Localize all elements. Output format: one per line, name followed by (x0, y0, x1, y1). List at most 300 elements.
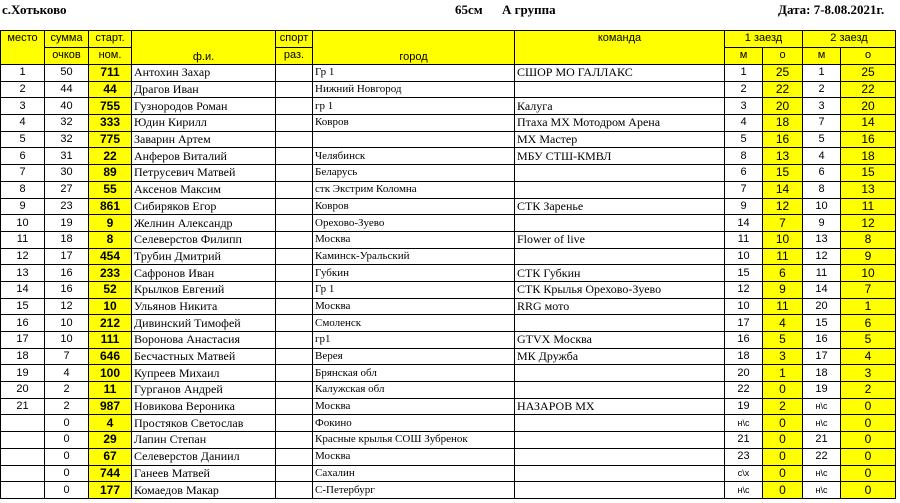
place-cell: 20 (1, 382, 45, 399)
city-cell: Беларусь (313, 165, 515, 182)
race2-place-cell: н\с (803, 415, 841, 432)
place-cell: 16 (1, 315, 45, 332)
race1-place-cell: 4 (725, 115, 763, 132)
race2-points-cell: 11 (841, 198, 896, 215)
rank-cell (276, 248, 313, 265)
start-number-cell: 9 (89, 215, 132, 232)
race2-place-cell: 5 (803, 131, 841, 148)
table-row (1, 465, 896, 482)
place-cell (1, 448, 45, 465)
col-sum: сумма (45, 31, 89, 48)
place-cell: 12 (1, 248, 45, 265)
name-cell: Бесчастных Матвей (132, 348, 276, 365)
city-cell (313, 131, 515, 148)
city-cell: С-Петербург (313, 482, 515, 499)
rank-cell (276, 215, 313, 232)
col-race2-o: о (841, 48, 896, 65)
city-cell: Брянская обл (313, 365, 515, 382)
race1-points-cell: 20 (763, 98, 803, 115)
name-cell: Ульянов Никита (132, 298, 276, 315)
race1-place-cell: 22 (725, 382, 763, 399)
col-name: ф.и. (132, 31, 276, 65)
team-cell: Калуга (515, 98, 725, 115)
col-race1-o: о (763, 48, 803, 65)
race2-points-cell: 14 (841, 115, 896, 132)
start-number-cell: 646 (89, 348, 132, 365)
race2-points-cell: 6 (841, 315, 896, 332)
rank-cell (276, 131, 313, 148)
place-cell: 2 (1, 81, 45, 98)
rank-cell (276, 482, 313, 499)
race2-points-cell: 0 (841, 482, 896, 499)
start-number-cell: 212 (89, 315, 132, 332)
city-cell: Орехово-Зуево (313, 215, 515, 232)
city-cell: Челябинск (313, 148, 515, 165)
place-cell: 18 (1, 348, 45, 365)
start-number-cell: 55 (89, 181, 132, 198)
race1-points-cell: 0 (763, 482, 803, 499)
start-number-cell: 177 (89, 482, 132, 499)
table-row (1, 98, 896, 115)
race2-points-cell: 10 (841, 265, 896, 282)
team-cell (515, 165, 725, 182)
race2-place-cell: 20 (803, 298, 841, 315)
race2-points-cell: 15 (841, 165, 896, 182)
name-cell: Гузнородов Роман (132, 98, 276, 115)
table-row (1, 265, 896, 282)
city-cell: стк Экстрим Коломна (313, 181, 515, 198)
race1-place-cell: н\с (725, 415, 763, 432)
sum-cell: 31 (45, 148, 89, 165)
rank-cell (276, 315, 313, 332)
race2-points-cell: 0 (841, 448, 896, 465)
sum-cell: 0 (45, 432, 89, 449)
place-cell: 14 (1, 281, 45, 298)
race2-place-cell: 6 (803, 165, 841, 182)
table-row (1, 432, 896, 449)
table-row (1, 148, 896, 165)
team-cell (515, 81, 725, 98)
race1-place-cell: 16 (725, 332, 763, 349)
name-cell: Петрусевич Матвей (132, 165, 276, 182)
race2-place-cell: 10 (803, 198, 841, 215)
city-cell: Каминск-Уральский (313, 248, 515, 265)
name-cell: Селеверстов Филипп (132, 231, 276, 248)
name-cell: Сибиряков Егор (132, 198, 276, 215)
sheet-header (0, 0, 900, 20)
col-city: город (313, 31, 515, 65)
place-cell: 4 (1, 115, 45, 132)
table-row (1, 248, 896, 265)
place-cell: 1 (1, 65, 45, 82)
table-row (1, 215, 896, 232)
race2-points-cell: 0 (841, 465, 896, 482)
team-cell: Птаха МХ Мотодром Арена (515, 115, 725, 132)
race1-place-cell: 23 (725, 448, 763, 465)
race1-points-cell: 11 (763, 248, 803, 265)
col-race2: 2 заезд (803, 31, 896, 48)
race2-place-cell: 1 (803, 65, 841, 82)
race1-points-cell: 2 (763, 398, 803, 415)
race2-place-cell: 2 (803, 81, 841, 98)
start-number-cell: 11 (89, 382, 132, 399)
sum-cell: 0 (45, 415, 89, 432)
race1-place-cell: 3 (725, 98, 763, 115)
race2-place-cell: 21 (803, 432, 841, 449)
race2-place-cell: 13 (803, 231, 841, 248)
table-row (1, 415, 896, 432)
race1-points-cell: 22 (763, 81, 803, 98)
race2-points-cell: 16 (841, 131, 896, 148)
race2-points-cell: 1 (841, 298, 896, 315)
table-row (1, 348, 896, 365)
rank-cell (276, 115, 313, 132)
place-cell: 19 (1, 365, 45, 382)
race2-points-cell: 13 (841, 181, 896, 198)
race2-points-cell: 0 (841, 432, 896, 449)
table-row (1, 181, 896, 198)
name-cell: Трубин Дмитрий (132, 248, 276, 265)
city-cell: Москва (313, 398, 515, 415)
place-cell: 6 (1, 148, 45, 165)
race1-points-cell: 1 (763, 365, 803, 382)
start-number-cell: 52 (89, 281, 132, 298)
race1-points-cell: 6 (763, 265, 803, 282)
start-number-cell: 775 (89, 131, 132, 148)
sum-cell: 0 (45, 448, 89, 465)
name-cell: Крылков Евгений (132, 281, 276, 298)
sum-cell: 50 (45, 65, 89, 82)
place-cell: 10 (1, 215, 45, 232)
sum-cell: 18 (45, 231, 89, 248)
race2-place-cell: 11 (803, 265, 841, 282)
col-race2-m: м (803, 48, 841, 65)
group-label: А группа (502, 2, 556, 17)
race2-place-cell: 16 (803, 332, 841, 349)
race1-place-cell: 21 (725, 432, 763, 449)
rank-cell (276, 398, 313, 415)
race2-points-cell: 5 (841, 332, 896, 349)
race1-points-cell: 7 (763, 215, 803, 232)
race2-place-cell: 22 (803, 448, 841, 465)
city-cell: Сахалин (313, 465, 515, 482)
city-cell: Смоленск (313, 315, 515, 332)
race1-place-cell: 6 (725, 165, 763, 182)
sum-cell: 16 (45, 265, 89, 282)
race1-place-cell: 15 (725, 265, 763, 282)
table-row (1, 448, 896, 465)
race2-place-cell: н\с (803, 465, 841, 482)
team-cell: СТК Губкин (515, 265, 725, 282)
table-row (1, 398, 896, 415)
table-row (1, 231, 896, 248)
sum-cell: 0 (45, 482, 89, 499)
col-sum-2: очков (45, 48, 89, 65)
team-cell (515, 415, 725, 432)
place-cell: 8 (1, 181, 45, 198)
name-cell: Сафронов Иван (132, 265, 276, 282)
race2-points-cell: 0 (841, 398, 896, 415)
class-label: 65см (455, 2, 483, 17)
start-number-cell: 711 (89, 65, 132, 82)
team-cell (515, 482, 725, 499)
race1-place-cell: 9 (725, 198, 763, 215)
race1-place-cell: н\с (725, 482, 763, 499)
race1-points-cell: 10 (763, 231, 803, 248)
race2-points-cell: 3 (841, 365, 896, 382)
name-cell: Селеверстов Даниил (132, 448, 276, 465)
col-place: место (1, 31, 45, 65)
table-row (1, 382, 896, 399)
table-row (1, 315, 896, 332)
name-cell: Анферов Виталий (132, 148, 276, 165)
team-cell (515, 365, 725, 382)
race2-place-cell: н\с (803, 398, 841, 415)
col-rank-2: раз. (276, 48, 313, 65)
col-race1-m: м (725, 48, 763, 65)
start-number-cell: 44 (89, 81, 132, 98)
team-cell (515, 382, 725, 399)
col-team: команда (515, 31, 725, 65)
race1-points-cell: 0 (763, 415, 803, 432)
name-cell: Ганеев Матвей (132, 465, 276, 482)
city-cell: гр1 (313, 332, 515, 349)
start-number-cell: 111 (89, 332, 132, 349)
start-number-cell: 10 (89, 298, 132, 315)
team-cell: СШОР МО ГАЛЛАКС (515, 65, 725, 82)
race1-points-cell: 15 (763, 165, 803, 182)
sum-cell: 16 (45, 281, 89, 298)
race2-place-cell: 19 (803, 382, 841, 399)
sum-cell: 0 (45, 465, 89, 482)
place-cell: 7 (1, 165, 45, 182)
sum-cell: 7 (45, 348, 89, 365)
race1-points-cell: 11 (763, 298, 803, 315)
name-cell: Новикова Вероника (132, 398, 276, 415)
table-row (1, 131, 896, 148)
race1-points-cell: 14 (763, 181, 803, 198)
rank-cell (276, 65, 313, 82)
table-row (1, 281, 896, 298)
rank-cell (276, 365, 313, 382)
rank-cell (276, 332, 313, 349)
rank-cell (276, 465, 313, 482)
race2-place-cell: 17 (803, 348, 841, 365)
team-cell (515, 248, 725, 265)
city-cell: Москва (313, 448, 515, 465)
race1-place-cell: 20 (725, 365, 763, 382)
race2-place-cell: 9 (803, 215, 841, 232)
team-cell: СТК Заренье (515, 198, 725, 215)
rank-cell (276, 265, 313, 282)
rank-cell (276, 148, 313, 165)
sum-cell: 4 (45, 365, 89, 382)
race2-points-cell: 18 (841, 148, 896, 165)
race1-place-cell: 10 (725, 248, 763, 265)
race1-points-cell: 4 (763, 315, 803, 332)
rank-cell (276, 348, 313, 365)
race1-points-cell: 5 (763, 332, 803, 349)
table-row (1, 332, 896, 349)
city-cell: Калужская обл (313, 382, 515, 399)
race1-place-cell: 14 (725, 215, 763, 232)
rank-cell (276, 432, 313, 449)
name-cell: Простяков Светослав (132, 415, 276, 432)
rank-cell (276, 81, 313, 98)
sum-cell: 32 (45, 115, 89, 132)
race2-points-cell: 7 (841, 281, 896, 298)
name-cell: Антохин Захар (132, 65, 276, 82)
city-cell: Нижний Новгород (313, 81, 515, 98)
table-row (1, 298, 896, 315)
name-cell: Желнин Александр (132, 215, 276, 232)
place-cell: 5 (1, 131, 45, 148)
sum-cell: 27 (45, 181, 89, 198)
race1-points-cell: 9 (763, 281, 803, 298)
city-cell: Гр 1 (313, 281, 515, 298)
race2-points-cell: 12 (841, 215, 896, 232)
table-body (1, 65, 896, 499)
race2-points-cell: 25 (841, 65, 896, 82)
city-cell: Москва (313, 298, 515, 315)
city-cell: гр 1 (313, 98, 515, 115)
team-cell (515, 448, 725, 465)
place-cell (1, 482, 45, 499)
rank-cell (276, 98, 313, 115)
name-cell: Лапин Степан (132, 432, 276, 449)
team-cell: RRG мото (515, 298, 725, 315)
race1-place-cell: 8 (725, 148, 763, 165)
team-cell (515, 181, 725, 198)
name-cell: Комаедов Макар (132, 482, 276, 499)
table-row (1, 165, 896, 182)
team-cell (515, 315, 725, 332)
place-cell: 15 (1, 298, 45, 315)
race2-points-cell: 9 (841, 248, 896, 265)
name-cell: Гурганов Андрей (132, 382, 276, 399)
race2-points-cell: 20 (841, 98, 896, 115)
rank-cell (276, 281, 313, 298)
team-cell (515, 215, 725, 232)
race1-place-cell: 1 (725, 65, 763, 82)
start-number-cell: 8 (89, 231, 132, 248)
race2-place-cell: 4 (803, 148, 841, 165)
table-row (1, 482, 896, 499)
place-cell: 17 (1, 332, 45, 349)
race1-points-cell: 25 (763, 65, 803, 82)
city-cell: Москва (313, 231, 515, 248)
start-number-cell: 67 (89, 448, 132, 465)
race1-place-cell: 5 (725, 131, 763, 148)
start-number-cell: 861 (89, 198, 132, 215)
city-cell: Ковров (313, 115, 515, 132)
sum-cell: 2 (45, 382, 89, 399)
name-cell: Воронова Анастасия (132, 332, 276, 349)
start-number-cell: 4 (89, 415, 132, 432)
race1-points-cell: 0 (763, 432, 803, 449)
rank-cell (276, 448, 313, 465)
sum-cell: 10 (45, 315, 89, 332)
city-cell: Гр 1 (313, 65, 515, 82)
rank-cell (276, 382, 313, 399)
col-start-2: ном. (89, 48, 132, 65)
place-cell: 9 (1, 198, 45, 215)
rank-cell (276, 298, 313, 315)
start-number-cell: 29 (89, 432, 132, 449)
city-cell: Губкин (313, 265, 515, 282)
name-cell: Заварин Артем (132, 131, 276, 148)
venue-title: с.Хотьково (2, 2, 67, 17)
name-cell: Аксенов Максим (132, 181, 276, 198)
start-number-cell: 333 (89, 115, 132, 132)
rank-cell (276, 231, 313, 248)
sum-cell: 17 (45, 248, 89, 265)
rank-cell (276, 198, 313, 215)
start-number-cell: 987 (89, 398, 132, 415)
place-cell: 3 (1, 98, 45, 115)
race2-place-cell: 15 (803, 315, 841, 332)
place-cell (1, 465, 45, 482)
race1-place-cell: с\х (725, 465, 763, 482)
race2-points-cell: 0 (841, 415, 896, 432)
city-cell: Фокино (313, 415, 515, 432)
race1-place-cell: 11 (725, 231, 763, 248)
sum-cell: 2 (45, 398, 89, 415)
race2-place-cell: 14 (803, 281, 841, 298)
table-row (1, 81, 896, 98)
race2-place-cell: 7 (803, 115, 841, 132)
race1-points-cell: 13 (763, 148, 803, 165)
race2-place-cell: 18 (803, 365, 841, 382)
team-cell: GTVX Москва (515, 332, 725, 349)
sum-cell: 10 (45, 332, 89, 349)
table-row (1, 115, 896, 132)
start-number-cell: 744 (89, 465, 132, 482)
race2-points-cell: 8 (841, 231, 896, 248)
race1-points-cell: 18 (763, 115, 803, 132)
sum-cell: 44 (45, 81, 89, 98)
start-number-cell: 233 (89, 265, 132, 282)
place-cell: 21 (1, 398, 45, 415)
results-table (0, 30, 896, 499)
race2-points-cell: 2 (841, 382, 896, 399)
race2-place-cell: 8 (803, 181, 841, 198)
col-start: старт. (89, 31, 132, 48)
start-number-cell: 100 (89, 365, 132, 382)
start-number-cell: 454 (89, 248, 132, 265)
race1-points-cell: 16 (763, 131, 803, 148)
team-cell (515, 465, 725, 482)
race1-points-cell: 3 (763, 348, 803, 365)
race1-points-cell: 0 (763, 465, 803, 482)
sum-cell: 32 (45, 131, 89, 148)
city-cell: Красные крылья СОШ Зубренок (313, 432, 515, 449)
city-cell: Верея (313, 348, 515, 365)
name-cell: Дивинский Тимофей (132, 315, 276, 332)
start-number-cell: 89 (89, 165, 132, 182)
table-row (1, 65, 896, 82)
race2-points-cell: 4 (841, 348, 896, 365)
date-label: Дата: 7-8.08.2021г. (778, 2, 885, 17)
sum-cell: 19 (45, 215, 89, 232)
start-number-cell: 22 (89, 148, 132, 165)
rank-cell (276, 415, 313, 432)
place-cell: 11 (1, 231, 45, 248)
rank-cell (276, 181, 313, 198)
table-row (1, 365, 896, 382)
race2-place-cell: 12 (803, 248, 841, 265)
race1-place-cell: 17 (725, 315, 763, 332)
